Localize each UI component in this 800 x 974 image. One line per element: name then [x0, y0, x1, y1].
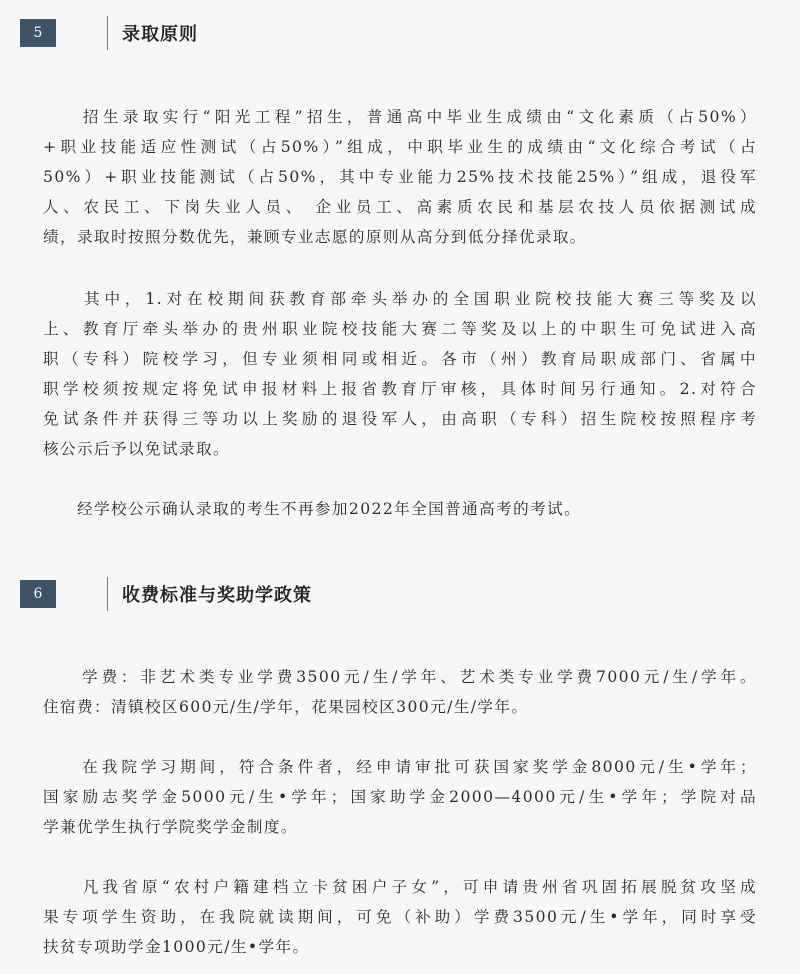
text-line: 职学校须按规定将免试申报材料上报省教育厅审核，具体时间另行通知。2.对符合	[43, 380, 757, 398]
text-line: 经学校公示确认录取的考生不再参加2022年全国普通高考的考试。	[43, 500, 582, 518]
text-line: 学兼优学生执行学院奖学金制度。	[43, 818, 298, 836]
text-line: 扶贫专项助学金1000元/生•学年。	[43, 938, 310, 956]
section-divider	[107, 577, 108, 611]
text-line: 其中，1.对在校期间获教育部牵头举办的全国职业院校技能大赛三等奖及以	[43, 290, 757, 308]
text-line: 凡我省原“农村户籍建档立卡贫困户子女”，可申请贵州省巩固拓展脱贫攻坚成	[43, 878, 757, 896]
section-title: 收费标准与奖助学政策	[122, 585, 312, 606]
text-line: 上、教育厅牵头举办的贵州职业院校技能大赛二等奖及以上的中职生可免试进入高	[43, 320, 757, 338]
section-5-header	[20, 15, 198, 51]
poverty-aid-paragraph	[43, 872, 757, 962]
text-line: 人、农民工、下岗失业人员、 企业员工、高素质农民和基层农技人员依据测试成	[43, 198, 757, 216]
admission-principle-paragraph	[43, 102, 757, 252]
text-line: 果专项学生资助，在我院就读期间，可免（补助）学费3500元/生•学年，同时享受	[43, 908, 757, 926]
text-line: 免试条件并获得三等功以上奖励的退役军人，由高职（专科）招生院校按照程序考	[43, 410, 757, 428]
text-line: 招生录取实行“阳光工程”招生，普通高中毕业生成绩由“文化素质（占50%）	[43, 108, 757, 126]
text-line: 核公示后予以免试录取。	[43, 440, 230, 458]
text-line: 学费：非艺术类专业学费3500元/生/学年、艺术类专业学费7000元/生/学年。	[43, 668, 757, 686]
section-number-badge: 5	[20, 19, 56, 47]
section-divider	[107, 16, 108, 50]
text-line: 50%）+职业技能测试（占50%，其中专业能力25%技术技能25%）”组成，退役军	[43, 168, 757, 186]
exemption-paragraph	[43, 284, 757, 464]
section-6-header	[20, 576, 312, 612]
section-title: 录取原则	[122, 24, 198, 45]
text-line: 住宿费：清镇校区600元/生/学年，花果园校区300元/生/学年。	[43, 698, 529, 716]
scholarship-paragraph	[43, 752, 757, 842]
text-line: 在我院学习期间，符合条件者，经申请审批可获国家奖学金8000元/生•学年；	[43, 758, 757, 776]
text-line: 国家励志奖学金5000元/生•学年；国家助学金2000—4000元/生•学年；学院对品	[43, 788, 757, 806]
text-line: 绩，录取时按照分数优先，兼顾专业志愿的原则从高分到低分择优录取。	[43, 228, 587, 246]
text-line: +职业技能适应性测试（占50%）”组成，中职毕业生的成绩由“文化综合考试（占	[43, 138, 757, 156]
text-line: 职（专科）院校学习，但专业须相同或相近。各市（州）教育局职成部门、省属中	[43, 350, 757, 368]
tuition-paragraph	[43, 662, 757, 722]
section-number-badge: 6	[20, 580, 56, 608]
confirmation-paragraph	[43, 494, 757, 524]
